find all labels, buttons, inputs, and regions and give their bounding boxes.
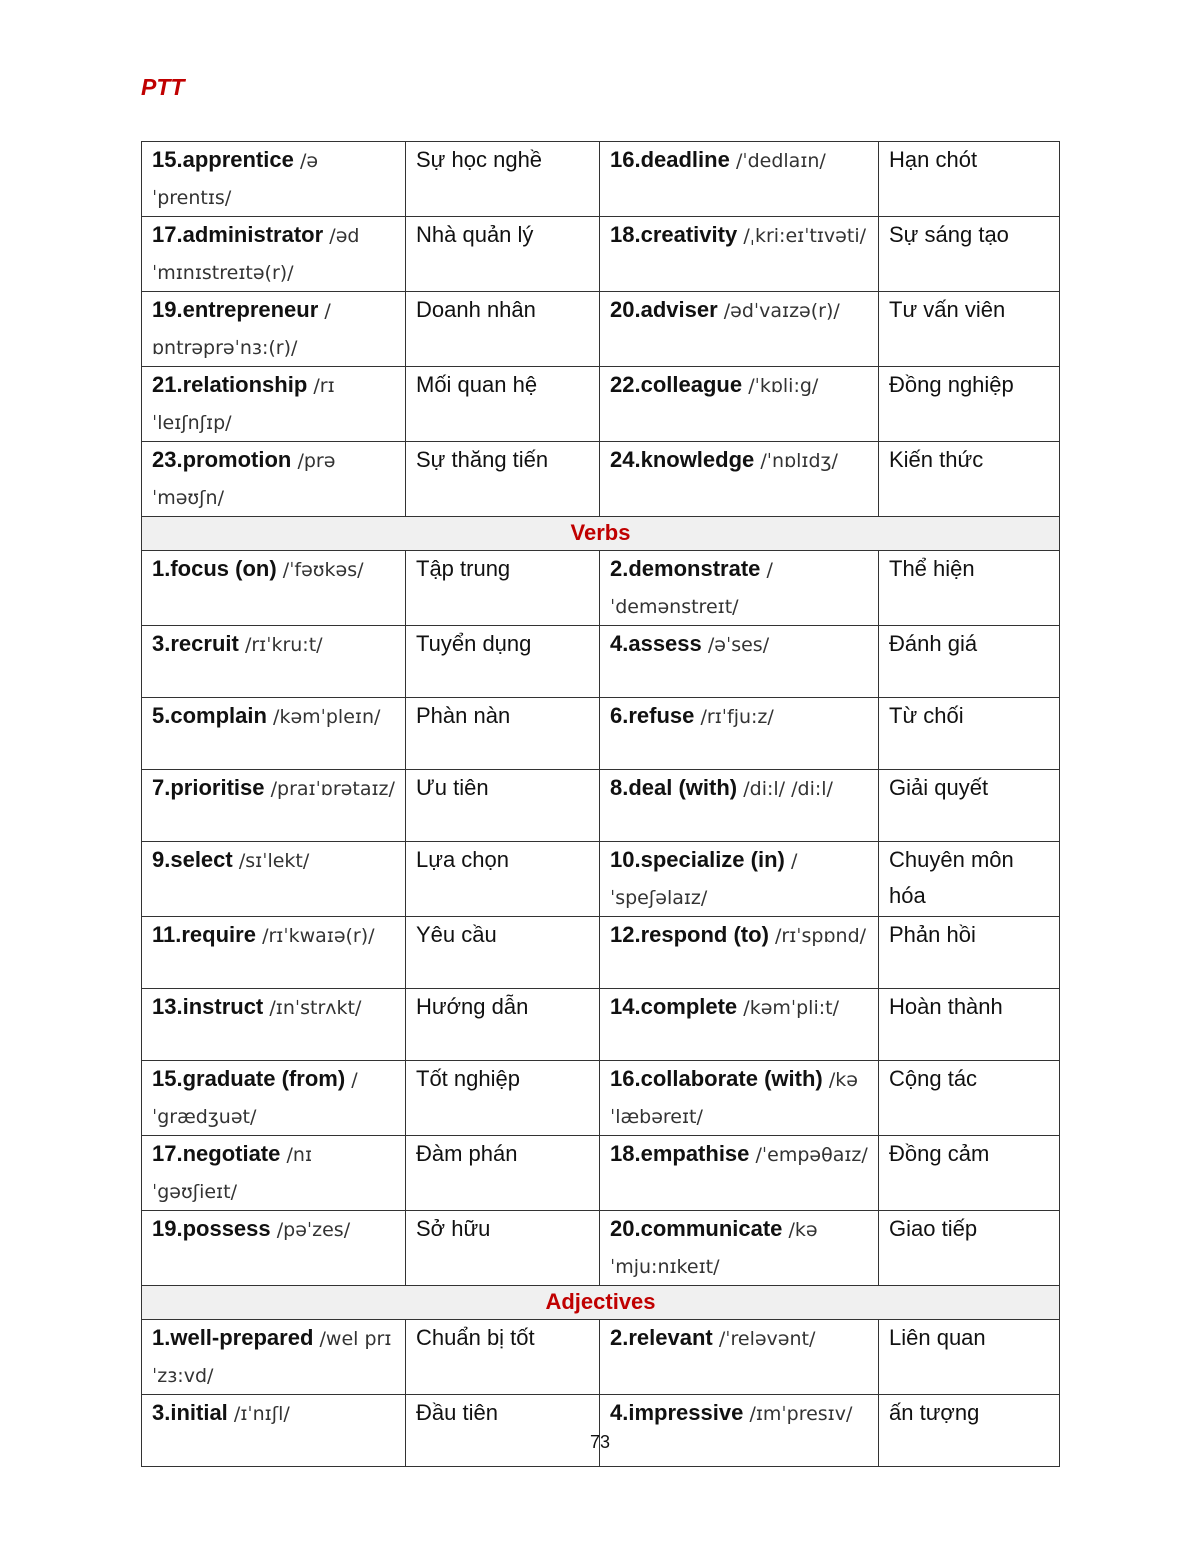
meaning-cell bbox=[406, 142, 600, 217]
term-pronunciation: /pəˈzes/ bbox=[276, 1219, 351, 1241]
term-cell bbox=[600, 1136, 879, 1211]
term-word: 18.creativity bbox=[610, 222, 738, 247]
section-header-row bbox=[142, 1286, 1060, 1320]
term-meaning: Liên quan bbox=[889, 1325, 986, 1350]
term-word: 4.assess bbox=[610, 631, 702, 656]
section-title: Verbs bbox=[142, 517, 1060, 551]
term-cell bbox=[600, 1211, 879, 1286]
term-pronunciation: /ədˈvaɪzə(r)/ bbox=[723, 300, 840, 322]
meaning-cell bbox=[879, 770, 1060, 842]
term-cell bbox=[600, 626, 879, 698]
term-cell bbox=[600, 367, 879, 442]
term-pronunciation: /kəˈmju:nɪkeɪt/ bbox=[610, 1219, 818, 1278]
meaning-cell bbox=[406, 217, 600, 292]
term-meaning: Sự thăng tiến bbox=[416, 447, 549, 472]
term-meaning: Sở hữu bbox=[416, 1216, 491, 1241]
term-cell bbox=[600, 551, 879, 626]
term-cell bbox=[142, 1211, 406, 1286]
term-cell bbox=[142, 292, 406, 367]
term-cell bbox=[142, 1320, 406, 1395]
term-pronunciation: /ˈreləvənt/ bbox=[718, 1328, 816, 1350]
meaning-cell bbox=[879, 292, 1060, 367]
meaning-cell bbox=[879, 842, 1060, 917]
term-meaning: Đánh giá bbox=[889, 631, 978, 656]
term-word: 10.specialize (in) bbox=[610, 847, 785, 872]
term-word: 3.initial bbox=[152, 1400, 228, 1425]
term-meaning: Sự sáng tạo bbox=[889, 222, 1009, 247]
term-cell bbox=[600, 442, 879, 517]
term-word: 2.relevant bbox=[610, 1325, 713, 1350]
term-word: 13.instruct bbox=[152, 994, 264, 1019]
term-meaning: Lựa chọn bbox=[416, 847, 510, 872]
table-row bbox=[142, 917, 1060, 989]
term-pronunciation: /ədˈmɪnɪstreɪtə(r)/ bbox=[152, 225, 360, 284]
term-cell bbox=[142, 698, 406, 770]
term-word: 18.empathise bbox=[610, 1141, 750, 1166]
term-meaning: Tập trung bbox=[416, 556, 511, 581]
term-cell bbox=[142, 1136, 406, 1211]
term-word: 9.select bbox=[152, 847, 233, 872]
term-meaning: ấn tượng bbox=[889, 1400, 980, 1425]
table-row bbox=[142, 551, 1060, 626]
section-title: Adjectives bbox=[142, 1286, 1060, 1320]
meaning-cell bbox=[879, 142, 1060, 217]
term-meaning: Đàm phán bbox=[416, 1141, 518, 1166]
meaning-cell bbox=[406, 626, 600, 698]
term-pronunciation: /nɪˈgəʊʃieɪt/ bbox=[152, 1144, 313, 1203]
term-pronunciation: /di:l/ /di:l/ bbox=[743, 778, 833, 800]
term-cell bbox=[142, 142, 406, 217]
term-pronunciation: /ˈdedlaɪn/ bbox=[735, 150, 826, 172]
term-pronunciation: /prəˈməʊʃn/ bbox=[152, 450, 336, 509]
term-word: 23.promotion bbox=[152, 447, 292, 472]
term-cell bbox=[600, 1395, 879, 1467]
term-pronunciation: /əˈses/ bbox=[707, 634, 770, 656]
term-meaning: Mối quan hệ bbox=[416, 372, 538, 397]
term-word: 22.colleague bbox=[610, 372, 743, 397]
term-pronunciation: /ˈspeʃəlaɪz/ bbox=[610, 850, 798, 909]
page-number: 73 bbox=[589, 1432, 611, 1452]
term-word: 1.focus (on) bbox=[152, 556, 277, 581]
table-row bbox=[142, 217, 1060, 292]
meaning-cell bbox=[879, 551, 1060, 626]
term-word: 17.administrator bbox=[152, 222, 324, 247]
term-word: 16.collaborate (with) bbox=[610, 1066, 823, 1091]
meaning-cell bbox=[406, 1061, 600, 1136]
table-row bbox=[142, 367, 1060, 442]
term-meaning: Nhà quản lý bbox=[416, 222, 534, 247]
meaning-cell bbox=[879, 367, 1060, 442]
term-word: 15.graduate (from) bbox=[152, 1066, 346, 1091]
term-word: 19.entrepreneur bbox=[152, 297, 319, 322]
term-pronunciation: /rɪˈspɒnd/ bbox=[775, 925, 867, 947]
term-word: 12.respond (to) bbox=[610, 922, 769, 947]
meaning-cell bbox=[406, 292, 600, 367]
term-meaning: Sự học nghề bbox=[416, 147, 543, 172]
term-word: 1.well-prepared bbox=[152, 1325, 314, 1350]
meaning-cell bbox=[879, 989, 1060, 1061]
section-header-row bbox=[142, 517, 1060, 551]
term-cell bbox=[142, 367, 406, 442]
term-cell bbox=[142, 442, 406, 517]
term-cell bbox=[600, 217, 879, 292]
term-pronunciation: /ɪmˈpresɪv/ bbox=[749, 1403, 853, 1425]
table-row bbox=[142, 1136, 1060, 1211]
term-meaning: Ưu tiên bbox=[416, 775, 489, 800]
term-pronunciation: /ɒntrəprəˈnɜ:(r)/ bbox=[152, 300, 331, 359]
term-cell bbox=[142, 551, 406, 626]
term-cell bbox=[600, 698, 879, 770]
meaning-cell bbox=[406, 367, 600, 442]
table-row bbox=[142, 842, 1060, 917]
meaning-cell bbox=[406, 1211, 600, 1286]
meaning-cell bbox=[879, 442, 1060, 517]
page-header: PTT bbox=[141, 74, 185, 100]
term-meaning: Từ chối bbox=[889, 703, 964, 728]
term-pronunciation: /kəˈlæbəreɪt/ bbox=[610, 1069, 858, 1128]
meaning-cell bbox=[406, 1395, 600, 1467]
meaning-cell bbox=[879, 626, 1060, 698]
term-word: 7.prioritise bbox=[152, 775, 265, 800]
term-cell bbox=[600, 917, 879, 989]
term-word: 5.complain bbox=[152, 703, 267, 728]
meaning-cell bbox=[879, 698, 1060, 770]
term-cell bbox=[600, 1061, 879, 1136]
term-pronunciation: /ˌkri:eɪˈtɪvəti/ bbox=[743, 225, 866, 247]
meaning-cell bbox=[879, 1395, 1060, 1467]
term-pronunciation: /ˈnɒlɪdʒ/ bbox=[760, 450, 838, 472]
meaning-cell bbox=[406, 442, 600, 517]
term-pronunciation: /praɪˈɒrətaɪz/ bbox=[270, 778, 395, 800]
term-meaning: Tốt nghiệp bbox=[416, 1066, 520, 1091]
term-word: 16.deadline bbox=[610, 147, 730, 172]
term-pronunciation: /ɪˈnɪʃl/ bbox=[233, 1403, 290, 1425]
term-pronunciation: /ˈfəʊkəs/ bbox=[282, 559, 364, 581]
meaning-cell bbox=[879, 1320, 1060, 1395]
table-row bbox=[142, 1061, 1060, 1136]
term-cell bbox=[600, 770, 879, 842]
term-pronunciation: /rɪˈfju:z/ bbox=[700, 706, 774, 728]
term-meaning: Giao tiếp bbox=[889, 1216, 978, 1241]
term-cell bbox=[142, 1395, 406, 1467]
term-meaning: Giải quyết bbox=[889, 775, 989, 800]
term-meaning: Chuyên môn hóa bbox=[889, 847, 1014, 908]
table-row bbox=[142, 1395, 1060, 1467]
term-meaning: Tuyển dụng bbox=[416, 631, 532, 656]
term-cell bbox=[600, 142, 879, 217]
term-meaning: Đồng nghiệp bbox=[889, 372, 1014, 397]
table-row bbox=[142, 292, 1060, 367]
table-row bbox=[142, 989, 1060, 1061]
meaning-cell bbox=[879, 1136, 1060, 1211]
term-pronunciation: /ˈempəθaɪz/ bbox=[755, 1144, 868, 1166]
term-word: 17.negotiate bbox=[152, 1141, 281, 1166]
term-pronunciation: /rɪˈleɪʃnʃɪp/ bbox=[152, 375, 335, 434]
term-cell bbox=[142, 989, 406, 1061]
term-meaning: Kiến thức bbox=[889, 447, 984, 472]
term-meaning: Yêu cầu bbox=[416, 922, 497, 947]
term-pronunciation: /ˈkɒli:g/ bbox=[748, 375, 819, 397]
meaning-cell bbox=[879, 917, 1060, 989]
term-meaning: Cộng tác bbox=[889, 1066, 978, 1091]
term-word: 8.deal (with) bbox=[610, 775, 738, 800]
meaning-cell bbox=[406, 551, 600, 626]
term-meaning: Đồng cảm bbox=[889, 1141, 990, 1166]
term-meaning: Doanh nhân bbox=[416, 297, 536, 322]
term-word: 6.refuse bbox=[610, 703, 695, 728]
meaning-cell bbox=[879, 217, 1060, 292]
term-cell bbox=[142, 770, 406, 842]
term-word: 14.complete bbox=[610, 994, 738, 1019]
term-word: 4.impressive bbox=[610, 1400, 744, 1425]
meaning-cell bbox=[406, 770, 600, 842]
term-pronunciation: /kəmˈpli:t/ bbox=[743, 997, 839, 1019]
term-meaning: Hoàn thành bbox=[889, 994, 1003, 1019]
term-pronunciation: /kəmˈpleɪn/ bbox=[273, 706, 381, 728]
term-pronunciation: /rɪˈkwaɪə(r)/ bbox=[262, 925, 375, 947]
table-row bbox=[142, 442, 1060, 517]
term-meaning: Phàn nàn bbox=[416, 703, 511, 728]
term-cell bbox=[142, 917, 406, 989]
term-word: 2.demonstrate bbox=[610, 556, 761, 581]
table-row bbox=[142, 698, 1060, 770]
meaning-cell bbox=[406, 1320, 600, 1395]
term-pronunciation: /wel prɪˈzɜ:vd/ bbox=[152, 1328, 392, 1387]
term-meaning: Chuẩn bị tốt bbox=[416, 1325, 535, 1350]
term-pronunciation: /ɪnˈstrʌkt/ bbox=[269, 997, 362, 1019]
meaning-cell bbox=[406, 842, 600, 917]
term-meaning: Hạn chót bbox=[889, 147, 978, 172]
term-pronunciation: /ˈgrædʒuət/ bbox=[152, 1069, 358, 1128]
term-cell bbox=[142, 1061, 406, 1136]
meaning-cell bbox=[406, 698, 600, 770]
term-word: 15.apprentice bbox=[152, 147, 294, 172]
meaning-cell bbox=[879, 1211, 1060, 1286]
term-meaning: Hướng dẫn bbox=[416, 994, 529, 1019]
term-cell bbox=[142, 842, 406, 917]
vocabulary-table bbox=[141, 141, 1060, 1467]
term-word: 24.knowledge bbox=[610, 447, 755, 472]
term-cell bbox=[142, 217, 406, 292]
table-row bbox=[142, 1211, 1060, 1286]
term-cell bbox=[600, 292, 879, 367]
term-cell bbox=[600, 1320, 879, 1395]
term-cell bbox=[600, 842, 879, 917]
table-row bbox=[142, 626, 1060, 698]
term-word: 20.communicate bbox=[610, 1216, 783, 1241]
term-pronunciation: /sɪˈlekt/ bbox=[238, 850, 310, 872]
table-row bbox=[142, 1320, 1060, 1395]
meaning-cell bbox=[406, 1136, 600, 1211]
term-meaning: Thể hiện bbox=[889, 556, 975, 581]
term-word: 3.recruit bbox=[152, 631, 239, 656]
term-cell bbox=[600, 989, 879, 1061]
table-row bbox=[142, 770, 1060, 842]
term-meaning: Đầu tiên bbox=[416, 1400, 498, 1425]
meaning-cell bbox=[406, 989, 600, 1061]
term-cell bbox=[142, 626, 406, 698]
term-word: 21.relationship bbox=[152, 372, 308, 397]
term-pronunciation: /ˈdemənstreɪt/ bbox=[610, 559, 773, 618]
meaning-cell bbox=[406, 917, 600, 989]
term-word: 11.require bbox=[152, 922, 256, 947]
term-word: 19.possess bbox=[152, 1216, 271, 1241]
meaning-cell bbox=[879, 1061, 1060, 1136]
term-word: 20.adviser bbox=[610, 297, 718, 322]
term-pronunciation: /əˈprentɪs/ bbox=[152, 150, 319, 209]
term-pronunciation: /rɪˈkru:t/ bbox=[244, 634, 323, 656]
term-meaning: Tư vấn viên bbox=[889, 297, 1006, 322]
term-meaning: Phản hồi bbox=[889, 922, 976, 947]
table-row bbox=[142, 142, 1060, 217]
